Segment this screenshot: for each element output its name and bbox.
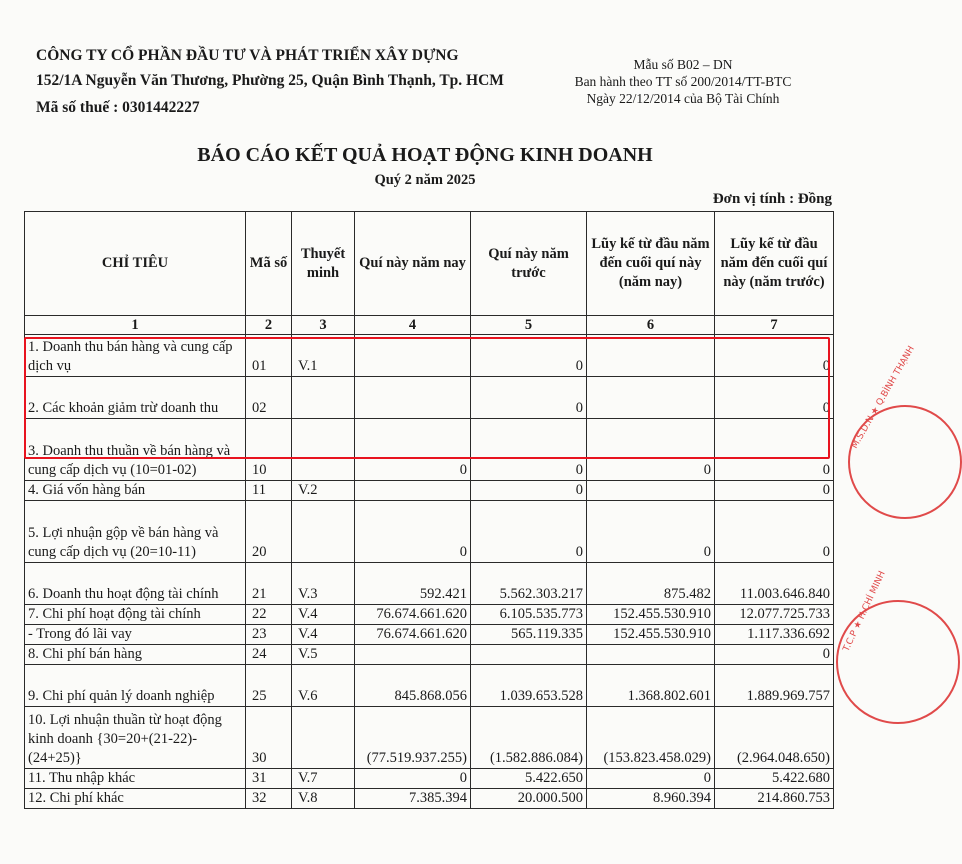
cell-code: 22 (246, 605, 292, 625)
cell-q-prev: 1.039.653.528 (471, 665, 587, 707)
cell-ytd-this: 0 (587, 419, 715, 481)
cell-label: 5. Lợi nhuận gộp về bán hàng và cung cấp dịch vụ (20=10-11) (25, 501, 246, 563)
company-seal-stamp (848, 344, 962, 519)
stamp-text: M.S.D.N ★ Q.BÌNH THẠNH (849, 344, 917, 451)
cell-code: 11 (246, 481, 292, 501)
cell-q-this: 0 (355, 501, 471, 563)
cell-code: 01 (246, 335, 292, 377)
cell-q-prev: 5.422.650 (471, 769, 587, 789)
cell-q-this: 76.674.661.620 (355, 625, 471, 645)
cell-code: 23 (246, 625, 292, 645)
cell-note (292, 501, 355, 563)
cell-note (292, 707, 355, 769)
cell-label: 3. Doanh thu thuần về bán hàng và cung cấp dịch vụ (10=01-02) (25, 419, 246, 481)
report-title: BÁO CÁO KẾT QUẢ HOẠT ĐỘNG KINH DOANH (197, 144, 653, 166)
table-header-row (25, 212, 834, 316)
col-number: 6 (587, 316, 715, 335)
col-number: 3 (292, 316, 355, 335)
cell-q-prev: 0 (471, 335, 587, 377)
cell-q-prev: 565.119.335 (471, 625, 587, 645)
col-number: 7 (715, 316, 834, 335)
cell-ytd-this: 875.482 (587, 563, 715, 605)
col-number: 5 (471, 316, 587, 335)
col-number: 2 (246, 316, 292, 335)
table-row (25, 625, 834, 645)
report-period: Quý 2 năm 2025 (374, 172, 476, 188)
table-row (25, 665, 834, 707)
cell-note: V.7 (292, 769, 355, 789)
table-row (25, 769, 834, 789)
cell-label: 2. Các khoản giảm trừ doanh thu (25, 377, 246, 419)
cell-note: V.8 (292, 789, 355, 809)
form-date: Ngày 22/12/2014 của Bộ Tài Chính (586, 91, 780, 106)
cell-ytd-this: 152.455.530.910 (587, 625, 715, 645)
cell-q-this: 0 (355, 419, 471, 481)
cell-code: 20 (246, 501, 292, 563)
cell-ytd-this: (153.823.458.029) (587, 707, 715, 769)
cell-note: V.5 (292, 645, 355, 665)
column-number-row (25, 316, 834, 335)
cell-ytd-this (587, 481, 715, 501)
cell-ytd-prev: 0 (715, 335, 834, 377)
cell-ytd-this: 0 (587, 501, 715, 563)
cell-label: 11. Thu nhập khác (25, 769, 246, 789)
cell-q-this: (77.519.937.255) (355, 707, 471, 769)
table-row (25, 707, 834, 769)
stamp-text: T.C.P ★ H.CHÍ MINH (841, 569, 888, 654)
cell-code: 32 (246, 789, 292, 809)
cell-label: 6. Doanh thu hoạt động tài chính (25, 563, 246, 605)
cell-ytd-prev: 1.889.969.757 (715, 665, 834, 707)
cell-ytd-prev: 1.117.336.692 (715, 625, 834, 645)
cell-note: V.1 (292, 335, 355, 377)
cell-ytd-this: 152.455.530.910 (587, 605, 715, 625)
cell-q-this: 76.674.661.620 (355, 605, 471, 625)
cell-note: V.6 (292, 665, 355, 707)
cell-ytd-prev: 0 (715, 377, 834, 419)
cell-q-this (355, 481, 471, 501)
cell-label: 9. Chi phí quản lý doanh nghiệp (25, 665, 246, 707)
header-note: Thuyết minh (292, 212, 355, 316)
company-seal-stamp (836, 569, 960, 724)
cell-q-prev: 5.562.303.217 (471, 563, 587, 605)
cell-q-prev: (1.582.886.084) (471, 707, 587, 769)
col-number: 1 (25, 316, 246, 335)
cell-label: 10. Lợi nhuận thuần từ hoạt động kinh doanh {30=20+(21-22)-(24+25)} (25, 707, 246, 769)
cell-code: 25 (246, 665, 292, 707)
cell-ytd-prev: 11.003.646.840 (715, 563, 834, 605)
cell-label: 4. Giá vốn hàng bán (25, 481, 246, 501)
header-quarter-this-year: Quí này năm nay (355, 212, 471, 316)
cell-note: V.2 (292, 481, 355, 501)
cell-q-prev: 0 (471, 377, 587, 419)
currency-unit: Đơn vị tính : Đồng (712, 191, 832, 207)
cell-label: 1. Doanh thu bán hàng và cung cấp dịch vụ (25, 335, 246, 377)
company-name: CÔNG TY CỔ PHẦN ĐẦU TƯ VÀ PHÁT TRIỂN XÂY DỰNG (36, 47, 459, 64)
table-row (25, 563, 834, 605)
col-number: 4 (355, 316, 471, 335)
cell-q-prev (471, 645, 587, 665)
table-row (25, 605, 834, 625)
cell-label: - Trong đó lãi vay (25, 625, 246, 645)
cell-ytd-prev: 214.860.753 (715, 789, 834, 809)
cell-ytd-prev: 5.422.680 (715, 769, 834, 789)
cell-ytd-prev: (2.964.048.650) (715, 707, 834, 769)
tax-code: Mã số thuế : 0301442227 (36, 99, 200, 116)
cell-label: 8. Chi phí bán hàng (25, 645, 246, 665)
cell-q-this: 0 (355, 769, 471, 789)
form-issued: Ban hành theo TT số 200/2014/TT-BTC (574, 74, 792, 89)
cell-code: 21 (246, 563, 292, 605)
cell-ytd-this: 1.368.802.601 (587, 665, 715, 707)
cell-ytd-prev: 0 (715, 419, 834, 481)
cell-q-prev: 6.105.535.773 (471, 605, 587, 625)
table-row (25, 481, 834, 501)
company-address: 152/1A Nguyễn Văn Thương, Phường 25, Quận Bình Thạnh, Tp. HCM (36, 72, 504, 89)
header-code: Mã số (246, 212, 292, 316)
cell-ytd-this: 8.960.394 (587, 789, 715, 809)
cell-code: 24 (246, 645, 292, 665)
cell-q-prev: 0 (471, 501, 587, 563)
cell-label: 12. Chi phí khác (25, 789, 246, 809)
header-ytd-prev-year: Lũy kế từ đầu năm đến cuối quí này (năm trước) (715, 212, 834, 316)
cell-ytd-prev: 0 (715, 501, 834, 563)
income-statement-table (24, 211, 834, 809)
table-row (25, 789, 834, 809)
cell-code: 30 (246, 707, 292, 769)
cell-ytd-this (587, 645, 715, 665)
cell-q-prev: 20.000.500 (471, 789, 587, 809)
cell-q-this (355, 645, 471, 665)
cell-q-prev: 0 (471, 481, 587, 501)
header-ytd-this-year: Lũy kế từ đầu năm đến cuối quí này (năm nay) (587, 212, 715, 316)
cell-code: 02 (246, 377, 292, 419)
cell-q-this: 592.421 (355, 563, 471, 605)
cell-ytd-prev: 0 (715, 481, 834, 501)
cell-ytd-prev: 0 (715, 645, 834, 665)
cell-q-this: 7.385.394 (355, 789, 471, 809)
header-criteria: CHỈ TIÊU (25, 212, 246, 316)
table-row (25, 645, 834, 665)
cell-q-this: 845.868.056 (355, 665, 471, 707)
cell-ytd-this: 0 (587, 769, 715, 789)
cell-note: V.4 (292, 605, 355, 625)
cell-label: 7. Chi phí hoạt động tài chính (25, 605, 246, 625)
header-quarter-prev-year: Quí này năm trước (471, 212, 587, 316)
cell-code: 31 (246, 769, 292, 789)
highlight-box (24, 337, 830, 459)
form-number: Mẫu số B02 – DN (633, 57, 733, 72)
cell-q-prev: 0 (471, 419, 587, 481)
cell-note: V.4 (292, 625, 355, 645)
cell-note: V.3 (292, 563, 355, 605)
cell-code: 10 (246, 419, 292, 481)
cell-ytd-prev: 12.077.725.733 (715, 605, 834, 625)
table-row (25, 501, 834, 563)
